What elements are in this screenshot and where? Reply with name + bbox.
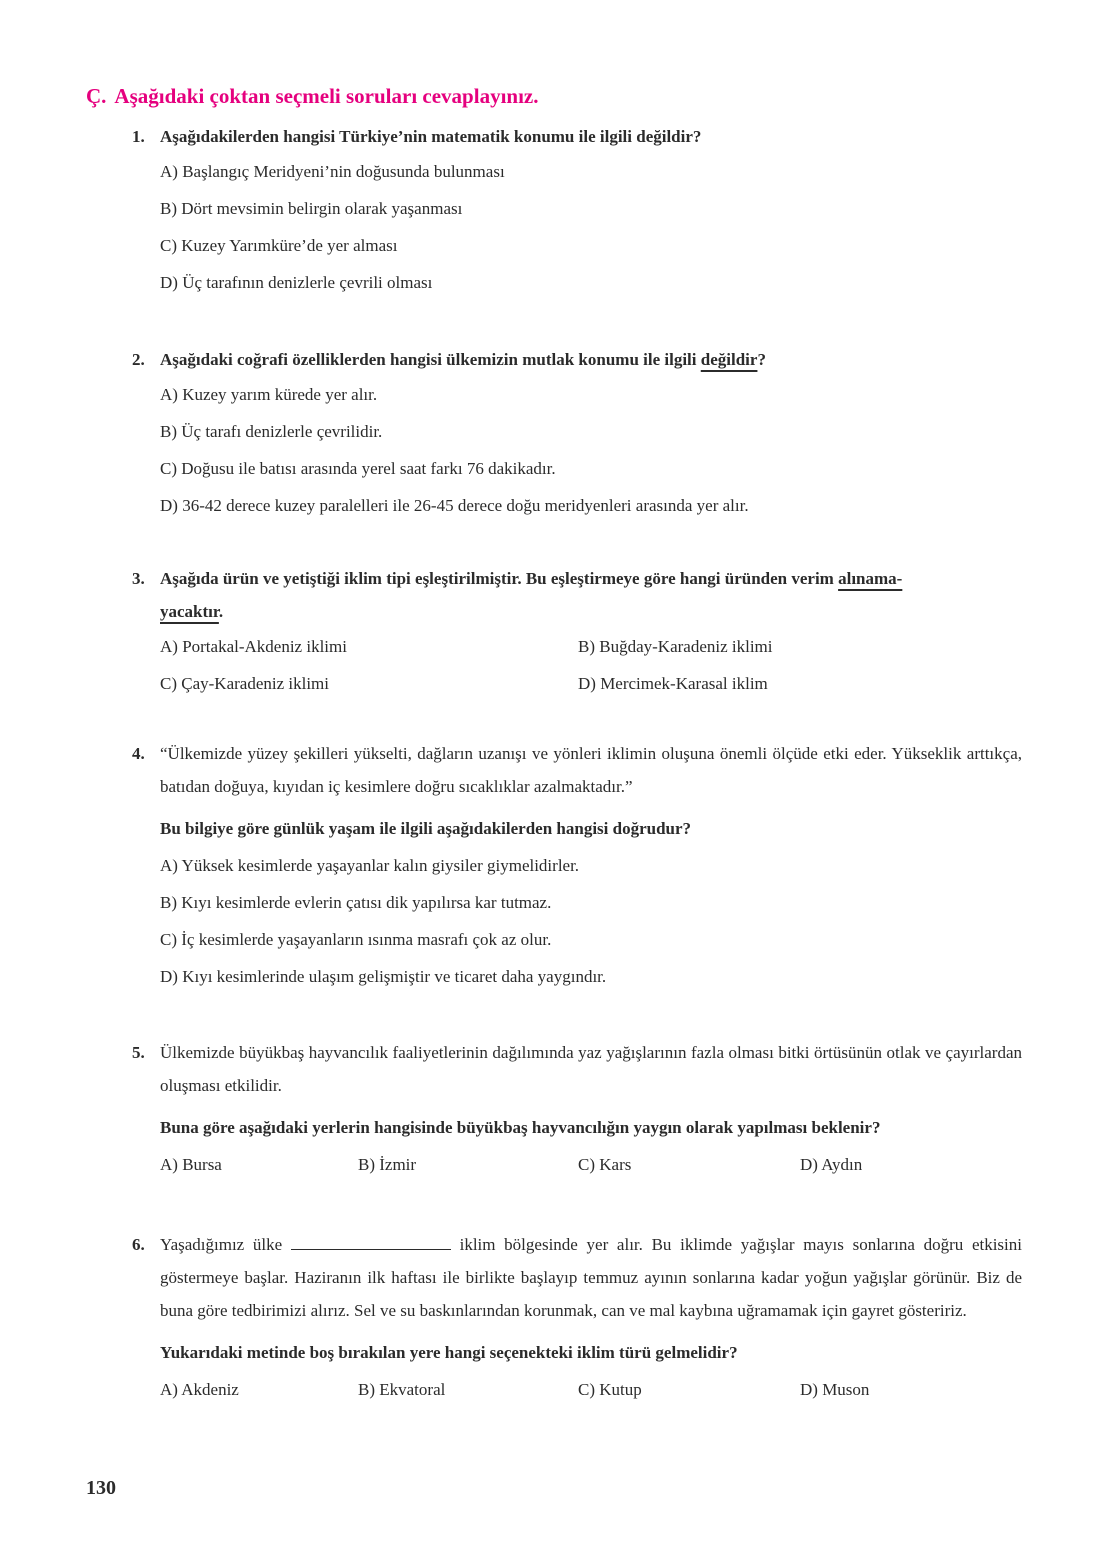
question-2 [132, 343, 1022, 524]
section-heading: Aşağıdaki çoktan seçmeli soruları cevaplayınız. [114, 84, 539, 108]
question-text-main: Aşağıda ürün ve yetiştiği iklim tipi eşleştirilmiştir. Bu eşleştirmeye göre hangi üründen verim [160, 569, 834, 588]
question-text: Aşağıdakilerden hangisi Türkiye’nin matematik konumu ile ilgili değildir? [160, 127, 702, 146]
option-c[interactable]: C) İç kesimlerde yaşayanların ısınma masrafı çok az olur. [160, 930, 552, 949]
option-row [160, 628, 1022, 665]
question-stem: Yukarıdaki metinde boş bırakılan yere hangi seçenekteki iklim türü gelmelidir? [160, 1343, 738, 1362]
option-c[interactable]: C) Kars [578, 1155, 632, 1174]
option-d[interactable]: D) Aydın [800, 1155, 863, 1174]
question-passage: Ülkemizde büyükbaş hayvancılık faaliyetlerinin dağılımında yaz yağışlarının fazla olması bitki örtüsünün otlak ve çayırlardan oluşması etkilidir. [160, 1043, 1022, 1095]
question-1 [132, 120, 1022, 301]
option-row [160, 1146, 1022, 1183]
question-end: . [218, 602, 224, 621]
option-b[interactable]: B) Buğday-Karadeniz iklimi [578, 637, 773, 656]
option-b[interactable]: B) Dört mevsimin belirgin olarak yaşanması [160, 199, 463, 218]
option-a[interactable]: A) Yüksek kesimlerde yaşayanlar kalın giysiler giymelidirler. [160, 856, 580, 875]
question-number: 1. [132, 127, 145, 146]
passage-rest: iklim bölgesinde yer alır. Bu iklimde yağışlar mayıs sonlarına doğru etkisini göstermeye başlar. Haziranın ilk haftası ile birlikte başlayıp temmuz ayının sonlarına kadar yoğun yağışlar görünür. Biz de buna göre tedbirimizi alırız. Sel ve su baskınlarından korunmak, can ve mal kaybına uğramamak için gayret gösteririz. [160, 1235, 1022, 1320]
question-text-main: Aşağıdaki coğrafi özelliklerden hangisi ülkemizin mutlak konumu ile ilgili [160, 350, 697, 369]
option-b[interactable]: B) Kıyı kesimlerde evlerin çatısı dik yapılırsa kar tutmaz. [160, 893, 552, 912]
question-passage: “Ülkemizde yüzey şekilleri yükselti, dağların uzanışı ve yönleri iklimin oluşuna önemli ölçüde etki eder. Yükseklik arttıkça, batıdan doğuya, kıyıdan iç kesimlere doğru sıcaklıklar azalmaktadır.” [160, 744, 1022, 796]
option-d[interactable]: D) Kıyı kesimlerinde ulaşım gelişmiştir ve ticaret daha yaygındır. [160, 967, 607, 986]
question-number: 6. [132, 1235, 145, 1254]
question-end: ? [757, 350, 766, 369]
option-d[interactable]: D) Muson [800, 1380, 870, 1399]
fill-in-blank[interactable] [291, 1233, 451, 1250]
question-text [160, 343, 1022, 376]
question-stem: Buna göre aşağıdaki yerlerin hangisinde büyükbaş hayvancılığın yaygın olarak yapılması beklenir? [160, 1118, 881, 1137]
option-row [160, 665, 1022, 702]
option-c[interactable]: C) Doğusu ile batısı arasında yerel saat farkı 76 dakikadır. [160, 459, 556, 478]
page-number: 130 [86, 1477, 116, 1499]
question-text [160, 562, 1022, 628]
section-title [86, 84, 539, 109]
option-a[interactable]: A) Başlangıç Meridyeni’nin doğusunda bulunması [160, 162, 505, 181]
option-c[interactable]: C) Çay-Karadeniz iklimi [160, 674, 330, 693]
question-stem: Bu bilgiye göre günlük yaşam ile ilgili aşağıdakilerden hangisi doğrudur? [160, 819, 692, 838]
emphasis-underlined: değildir [700, 350, 758, 369]
option-b[interactable]: B) Ekvatoral [358, 1380, 446, 1399]
section-letter: Ç. [86, 84, 107, 108]
emphasis-underlined: alınama- [838, 569, 903, 588]
option-d[interactable]: D) Üç tarafının denizlerle çevrili olması [160, 273, 433, 292]
question-passage [160, 1228, 1022, 1327]
option-a[interactable]: A) Bursa [160, 1155, 222, 1174]
question-number: 5. [132, 1043, 145, 1062]
option-b[interactable]: B) Üç tarafı denizlerle çevrilidir. [160, 422, 383, 441]
question-5 [132, 1036, 1022, 1183]
option-b[interactable]: B) İzmir [358, 1155, 417, 1174]
option-c[interactable]: C) Kutup [578, 1380, 642, 1399]
question-6 [132, 1228, 1022, 1408]
question-3 [132, 562, 1022, 702]
option-a[interactable]: A) Portakal-Akdeniz iklimi [160, 637, 347, 656]
option-d[interactable]: D) 36-42 derece kuzey paralelleri ile 26-45 derece doğu meridyenleri arasında yer alır. [160, 496, 749, 515]
option-a[interactable]: A) Kuzey yarım kürede yer alır. [160, 385, 378, 404]
passage-start: Yaşadığımız ülke [160, 1235, 283, 1254]
question-4 [132, 737, 1022, 995]
option-a[interactable]: A) Akdeniz [160, 1380, 239, 1399]
question-number: 3. [132, 569, 145, 588]
question-number: 2. [132, 350, 145, 369]
emphasis-underlined-cont: yacaktır [160, 602, 219, 621]
question-number: 4. [132, 744, 145, 763]
option-c[interactable]: C) Kuzey Yarımküre’de yer alması [160, 236, 398, 255]
option-d[interactable]: D) Mercimek-Karasal iklim [578, 674, 768, 693]
option-row [160, 1371, 1022, 1408]
